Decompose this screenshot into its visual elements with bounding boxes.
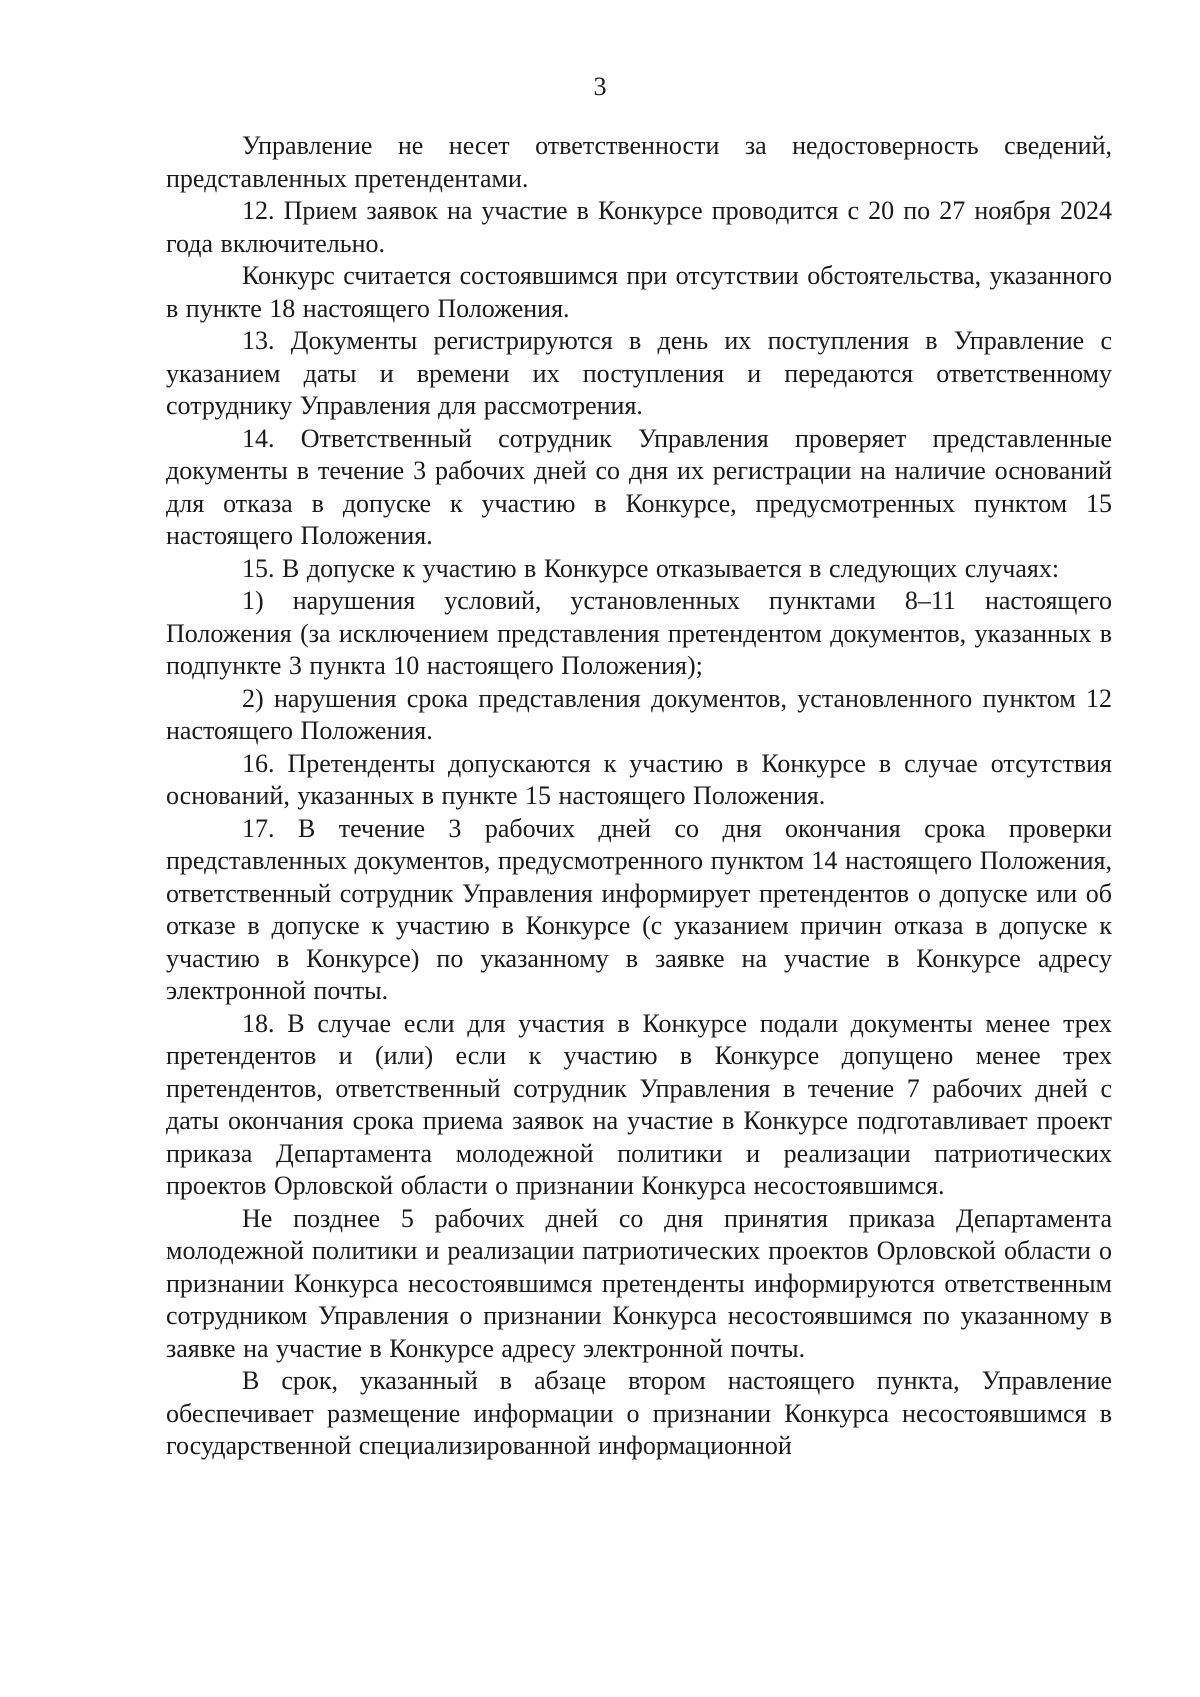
paragraph-16-admission: 16. Претенденты допускаются к участию в Конкурсе в случае отсутствия оснований, указанных в пункте 15 настоящего Положения. bbox=[166, 748, 1112, 810]
document-body bbox=[166, 130, 1112, 1463]
paragraph-18-failed-contest: 18. В случае если для участия в Конкурсе подали документы менее трех претендентов и (или) если к участию в Конкурсе допущено менее трех претендентов, ответственный сотрудник Управления в течение 7 рабочих дней с даты окончания срока приема заявок на участие в Конкурсе подготавливает проект приказа Департамента молодежной политики и реализации патриотических проектов Орловской области о признании Конкурса несостоявшимся. bbox=[166, 1008, 1112, 1200]
paragraph-15-item-1: 1) нарушения условий, установленных пунктами 8–11 настоящего Положения (за исключением представления претендентом документов, указанных в подпункте 3 пункта 10 настоящего Положения); bbox=[166, 586, 1112, 680]
paragraph-management-liability: Управление не несет ответственности за недостоверность сведений, представленных претендентами. bbox=[166, 131, 1112, 193]
paragraph-12-contest-held: Конкурс считается состоявшимся при отсутствии обстоятельства, указанного в пункте 18 настоящего Положения. bbox=[166, 261, 1112, 323]
paragraph-15-item-2: 2) нарушения срока представления документов, установленного пунктом 12 настоящего Положения. bbox=[166, 683, 1112, 745]
paragraph-14-document-check: 14. Ответственный сотрудник Управления проверяет представленные документы в течение 3 рабочих дней со дня их регистрации на наличие оснований для отказа в допуске к участию в Конкурсе, предусмотренных пунктом 15 настоящего Положения. bbox=[166, 423, 1112, 550]
paragraph-18-publication: В срок, указанный в абзаце втором настоящего пункта, Управление обеспечивает размещение информации о признании Конкурса несостоявшимся в государственной специализированной информационной bbox=[166, 1366, 1112, 1460]
paragraph-15-refusal-cases: 15. В допуске к участию в Конкурсе отказывается в следующих случаях: bbox=[242, 553, 1060, 583]
page-number: 3 bbox=[593, 72, 607, 101]
paragraph-12-application-period: 12. Прием заявок на участие в Конкурсе проводится с 20 по 27 ноября 2024 года включительно. bbox=[166, 196, 1112, 258]
paragraph-13-registration: 13. Документы регистрируются в день их поступления в Управление с указанием даты и времени их поступления и передаются ответственному сотруднику Управления для рассмотрения. bbox=[166, 326, 1112, 420]
paragraph-17-notification: 17. В течение 3 рабочих дней со дня окончания срока проверки представленных документов, предусмотренного пунктом 14 настоящего Положения, ответственный сотрудник Управления информирует претендентов о допуске или об отказе в допуске к участию в Конкурсе (с указанием причин отказа в допуске к участию в Конкурсе) по указанному в заявке на участие в Конкурсе адресу электронной почты. bbox=[166, 813, 1112, 1005]
paragraph-18-notify-failed: Не позднее 5 рабочих дней со дня принятия приказа Департамента молодежной политики и реализации патриотических проектов Орловской области о признании Конкурса несостоявшимся претенденты информируются ответственным сотрудником Управления о признании Конкурса несостоявшимся по указанному в заявке на участие в Конкурсе адресу электронной почты. bbox=[166, 1203, 1112, 1363]
